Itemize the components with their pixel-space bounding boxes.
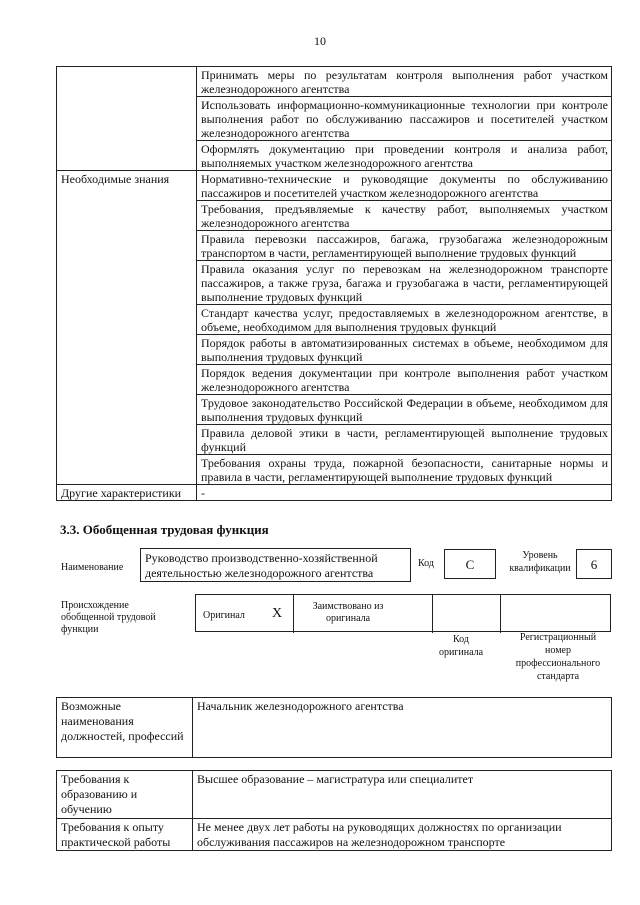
row-label: [57, 67, 197, 171]
row-text: -: [197, 485, 612, 501]
experience-value: Не менее двух лет работы на руководящих должностях по организации обслуживания пассажиров на железнодорожном транспорте: [193, 819, 612, 851]
original-label: Оригинал: [203, 610, 245, 621]
positions-value: Начальник железнодорожного агентства: [193, 698, 612, 758]
row-text: Трудовое законодательство Российской Федерации в объеме, необходимом для выполнения трудовых функций: [197, 395, 612, 425]
positions-label: Возможные наименования должностей, профессий: [57, 698, 193, 758]
row-text: Стандарт качества услуг, предоставляемых в железнодорожном агентстве, в объеме, необходимом для выполнения трудовых функций: [197, 305, 612, 335]
table-row: [57, 698, 612, 758]
table-row: [57, 485, 612, 501]
row-text: Принимать меры по результатам контроля выполнения работ участком железнодорожного агентства: [197, 67, 612, 97]
knowledge-table: [56, 66, 612, 501]
table-row: [57, 819, 612, 851]
code-value: C: [444, 549, 496, 579]
table-row: [57, 171, 612, 201]
reg-number-label: Регистрационный номер профессионального стандарта: [515, 632, 601, 682]
code-label: Код: [418, 558, 434, 569]
experience-label: Требования к опыту практической работы: [57, 819, 193, 851]
grid-divider: [500, 595, 501, 633]
row-text: Использовать информационно-коммуникационные технологии при контроле выполнения работ по обслуживанию пассажиров и посетителей участком железнодорожного агентства: [197, 97, 612, 141]
table-row: [57, 67, 612, 97]
row-text: Правила перевозки пассажиров, багажа, грузобагажа железнодорожным транспортом в части, регламентирующей выполнение трудовых функций: [197, 231, 612, 261]
grid-divider: [432, 595, 433, 633]
original-mark: X: [272, 606, 283, 621]
row-text: Правила деловой этики в части, регламентирующей выполнение трудовых функций: [197, 425, 612, 455]
row-text: Правила оказания услуг по перевозкам на железнодорожном транспорте пассажиров, а также груза, багажа и грузобагажа в части, регламентирующей выполнение трудовых функций: [197, 261, 612, 305]
name-label: Наименование: [61, 562, 124, 573]
row-label-other: Другие характеристики: [57, 485, 197, 501]
row-label-knowledge: Необходимые знания: [57, 171, 197, 485]
row-text: Требования охраны труда, пожарной безопасности, санитарные нормы и правила в части, регламентирующей выполнение трудовых функций: [197, 455, 612, 485]
page-number: 10: [314, 34, 326, 48]
row-text: Нормативно-технические и руководящие документы по обслуживанию пассажиров и посетителей участком железнодорожного агентства: [197, 171, 612, 201]
positions-table: [56, 697, 612, 758]
row-text: Требования, предъявляемые к качеству работ, выполняемых участком железнодорожного агентства: [197, 201, 612, 231]
education-value: Высшее образование – магистратура или специалитет: [193, 771, 612, 819]
name-value: Руководство производственно-хозяйственной деятельностью железнодорожного агентства: [140, 548, 411, 582]
origin-label: Происхождение обобщенной трудовой функции: [61, 600, 156, 635]
requirements-table: [56, 770, 612, 851]
row-text: Порядок работы в автоматизированных системах в объеме, необходимом для выполнения трудовых функций: [197, 335, 612, 365]
row-text: Оформлять документацию при проведении контроля и анализа работ, выполняемых участком железнодорожного агентства: [197, 141, 612, 171]
borrowed-label: Заимствовано из оригинала: [312, 601, 384, 624]
education-label: Требования к образованию и обучению: [57, 771, 193, 819]
row-text: Порядок ведения документации при контроле выполнения работ участком железнодорожного агентства: [197, 365, 612, 395]
section-heading: 3.3. Обобщенная трудовая функция: [60, 522, 269, 537]
level-label: Уровень квалификации: [509, 550, 571, 574]
table-row: [57, 771, 612, 819]
origin-grid: [195, 594, 611, 632]
grid-divider: [293, 595, 294, 633]
code-original-label: Код оригинала: [438, 634, 484, 658]
level-value: 6: [576, 549, 612, 579]
